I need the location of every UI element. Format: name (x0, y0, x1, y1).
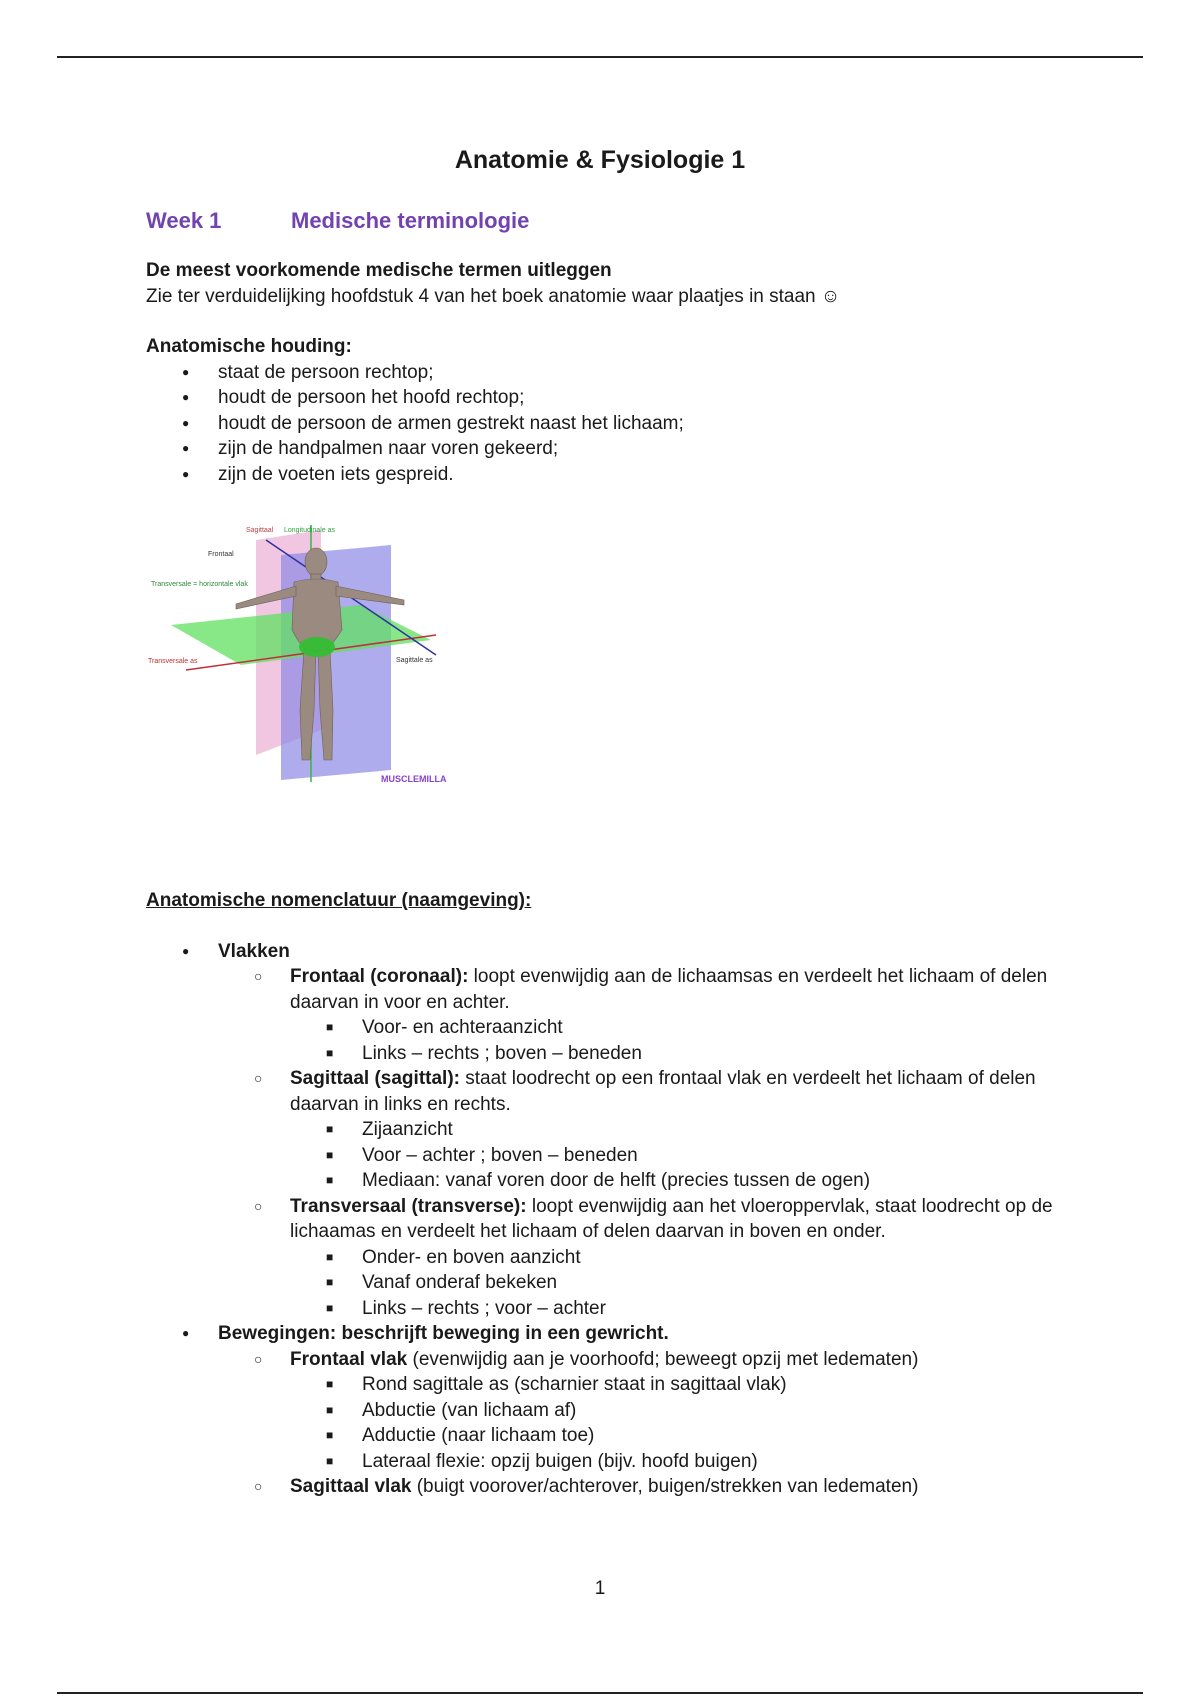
definition: loopt evenwijdig aan het vloeroppervlak, staat loodrecht op de lichaamas en verdeelt het lichaam of delen daarvan in boven en onder. (290, 1195, 1053, 1242)
list-item: ● zijn de handpalmen naar voren gekeerd; (146, 436, 1066, 462)
sub-list (290, 1015, 1066, 1066)
list-item: ■ Voor- en achteraanzicht (290, 1015, 1066, 1041)
list-item (218, 1474, 1066, 1500)
page-title: Anatomie & Fysiologie 1 (454, 146, 746, 174)
nomenclatuur-section (146, 888, 1066, 1500)
label-sagittaal: Sagittaal (246, 527, 274, 534)
definition: (buigt voorover/achterover, buigen/strekken van ledematen) (411, 1476, 919, 1497)
intro-heading: De meest voorkomende medische termen uitleggen (146, 260, 612, 281)
list-item: ■ Voor – achter ; boven – beneden (290, 1143, 1066, 1169)
list-item: ● staat de persoon rechtop; (146, 360, 1066, 386)
list-item (218, 1347, 1066, 1475)
definition: (evenwijdig aan je voorhoofd; beweegt opzij met ledematen) (407, 1348, 919, 1370)
label-longitudinale: Longitudinale as (284, 527, 335, 534)
bewegingen-list (218, 1347, 1066, 1500)
vlakken-label: Vlakken (218, 940, 290, 962)
list-item: ■ Mediaan: vanaf voren door de helft (precies tussen de ogen) (290, 1168, 1066, 1194)
definition: staat loodrecht op een frontaal vlak en verdeelt het lichaam of delen daarvan in links en rechts. (290, 1068, 1036, 1115)
list-item: ■ Links – rechts ; voor – achter (290, 1296, 1066, 1322)
houding-list (146, 360, 1066, 488)
houding-heading: Anatomische houding: (146, 336, 352, 357)
term: Frontaal (coronaal): (290, 966, 469, 987)
list-item: ● houdt de persoon het hoofd rechtop; (146, 385, 1066, 411)
term: Sagittaal vlak (290, 1476, 412, 1497)
list-item: ■ Lateraal flexie: opzij buigen (bijv. hoofd buigen) (290, 1449, 1066, 1475)
label-sagittale-as: Sagittale as (396, 657, 433, 664)
label-transversale-vlak: Transversale = horizontale vlak (151, 581, 248, 588)
list-item: ■ Onder- en boven aanzicht (290, 1245, 1066, 1271)
week-topic: Medische terminologie (291, 208, 530, 233)
list-item: ■ Rond sagittale as (scharnier staat in sagittaal vlak) (290, 1372, 1066, 1398)
list-item: ■ Abductie (van lichaam af) (290, 1398, 1066, 1424)
list-item: ■ Adductie (naar lichaam toe) (290, 1423, 1066, 1449)
label-frontaal: Frontaal (208, 551, 234, 558)
frontal-plane (281, 545, 391, 780)
list-item (146, 1321, 1066, 1500)
nomenclatuur-list (146, 939, 1066, 1500)
list-item: ■ Vanaf onderaf bekeken (290, 1270, 1066, 1296)
list-item (218, 1194, 1066, 1322)
sub-list (290, 1372, 1066, 1474)
bewegingen-label: Bewegingen: beschrijft beweging in een gewricht. (218, 1323, 669, 1344)
list-item (146, 939, 1066, 1322)
page-number: 1 (594, 1578, 606, 1599)
intro-text: Zie ter verduidelijking hoofdstuk 4 van het boek anatomie waar plaatjes in staan ☺ (146, 285, 841, 307)
list-item: ■ Zijaanzicht (290, 1117, 1066, 1143)
list-item: ■ Links – rechts ; boven – beneden (290, 1041, 1066, 1067)
vlakken-list (218, 964, 1066, 1321)
pelvis-highlight (299, 637, 335, 657)
term: Frontaal vlak (290, 1348, 408, 1370)
anatomical-planes-figure (146, 520, 456, 790)
footer-rule (57, 1692, 1143, 1694)
list-item (218, 1066, 1066, 1194)
header-rule (57, 56, 1143, 58)
term: Sagittaal (sagittal): (290, 1068, 460, 1089)
label-transversale-as: Transversale as (148, 658, 198, 665)
list-item: ● zijn de voeten iets gespreid. (146, 462, 1066, 488)
term: Transversaal (transverse): (290, 1195, 527, 1217)
week-label: Week 1 (146, 208, 222, 233)
sub-list (290, 1117, 1066, 1194)
nomenclatuur-heading: Anatomische nomenclatuur (naamgeving): (146, 890, 532, 911)
week-heading (146, 208, 529, 234)
list-item (218, 964, 1066, 1066)
watermark-logo: MUSCLEMILLA (381, 774, 447, 784)
intro-section (146, 258, 1066, 487)
sub-list (290, 1245, 1066, 1322)
list-item: ● houdt de persoon de armen gestrekt naast het lichaam; (146, 411, 1066, 437)
definition: loopt evenwijdig aan de lichaamsas en verdeelt het lichaam of delen daarvan in voor en achter. (290, 966, 1048, 1013)
